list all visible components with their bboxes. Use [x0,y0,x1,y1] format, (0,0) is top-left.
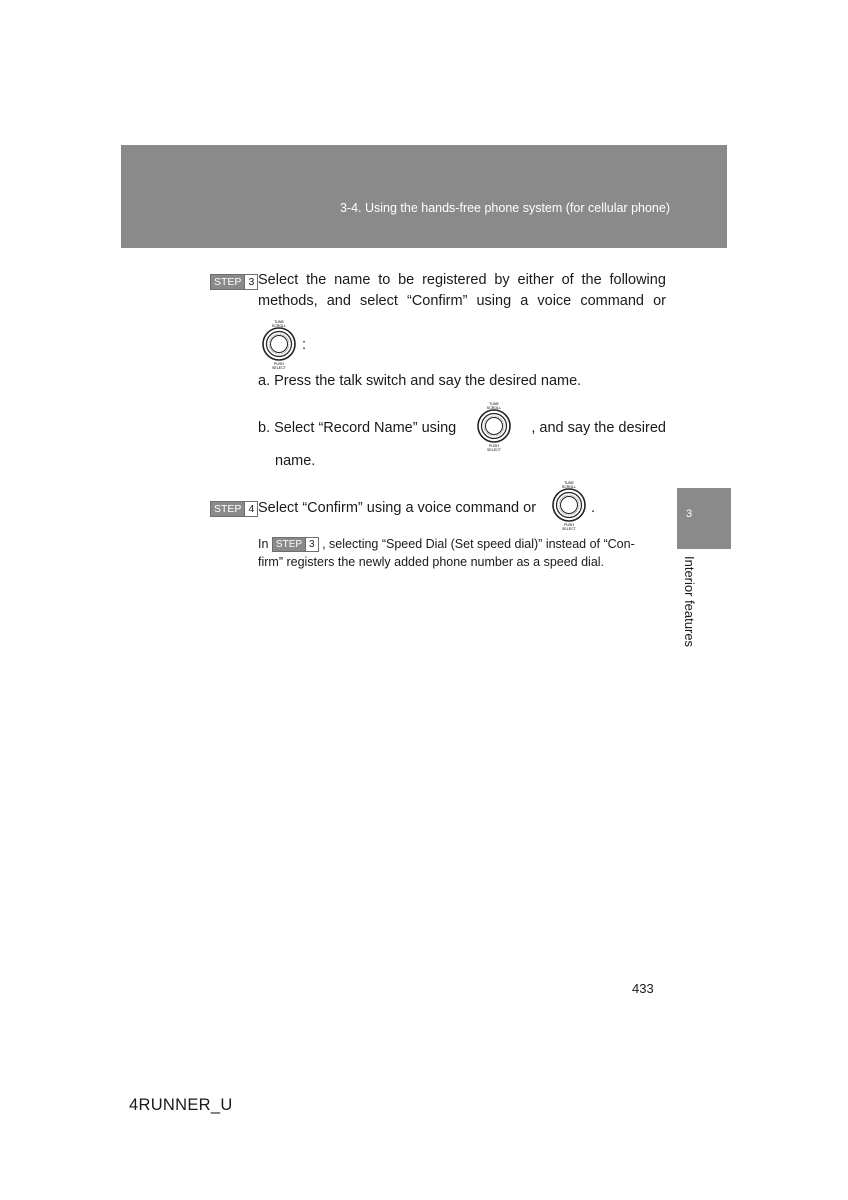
step-word: STEP [273,538,305,551]
word: voice [537,293,572,309]
step-3-line-1 [258,272,666,288]
chapter-tab [677,488,731,549]
option-b-continuation: name. [275,453,316,469]
knob-top-label-2: SCROLL [271,324,287,328]
chapter-label: Interior features [682,556,697,648]
word: “Confirm” [406,293,468,309]
knob-bottom-label: PUSH [489,444,499,448]
knob-top-label-2: SCROLL [561,485,577,489]
section-header-band [121,145,727,248]
knob-top-label: TUNE [564,481,574,485]
knob-top-label-2: SCROLL [486,406,502,410]
step-number: 3 [244,275,257,289]
step-4-badge [210,501,258,517]
word: select [360,293,398,309]
option-a-text: a. Press the talk switch and say the desired name. [258,373,582,389]
option-b-suffix: , and say the desired [531,420,666,436]
note-prefix: In [258,537,269,551]
section-title: 3-4. Using the hands-free phone system (for cellular phone) [339,201,670,215]
knob-bottom-label-2: SELECT [562,527,576,531]
step-3-colon: : [302,337,307,353]
word: by [494,272,510,288]
knob-bottom-label: PUSH [274,362,284,366]
word: and [326,293,351,309]
word: be [398,272,415,288]
step-word: STEP [211,502,244,516]
word: following [609,272,666,288]
knob-top-label: TUNE [274,320,284,324]
note-step-badge [272,537,319,552]
note-line-1 [258,535,635,553]
word: using [476,293,512,309]
tune-scroll-knob-icon [546,479,592,531]
step-word: STEP [211,275,244,289]
step-3-line-2 [258,293,666,309]
knob-top-label: TUNE [489,402,499,406]
knob-bottom-label-2: SELECT [487,448,501,452]
step-number: 4 [244,502,257,516]
knob-bottom-label-2: SELECT [272,366,286,370]
note-line-1-rest: , selecting “Speed Dial (Set speed dial)” instead of “Con- [322,537,635,551]
tune-scroll-knob-icon [256,318,302,370]
step-4-period: . [591,500,596,516]
word: Select [258,272,299,288]
word: either [517,272,554,288]
tune-scroll-knob-icon [471,400,517,452]
step-number: 3 [305,538,318,551]
word: methods, [258,293,318,309]
word: the [306,272,327,288]
step-4-text: Select “Confirm” using a voice command or [258,500,537,516]
chapter-number: 3 [686,508,693,520]
knob-bottom-label: PUSH [564,523,574,527]
word: command [580,293,644,309]
word: of [561,272,574,288]
word: to [378,272,391,288]
word: a [520,293,529,309]
word: or [653,293,666,309]
model-code: 4RUNNER_U [129,1096,233,1114]
page-number: 433 [632,981,654,996]
word: name [334,272,371,288]
option-b-prefix: b. Select “Record Name” using [258,420,457,436]
step-3-badge [210,274,258,290]
word: registered [422,272,487,288]
note-line-2: firm” registers the newly added phone number as a speed dial. [258,555,605,569]
word: the [581,272,602,288]
